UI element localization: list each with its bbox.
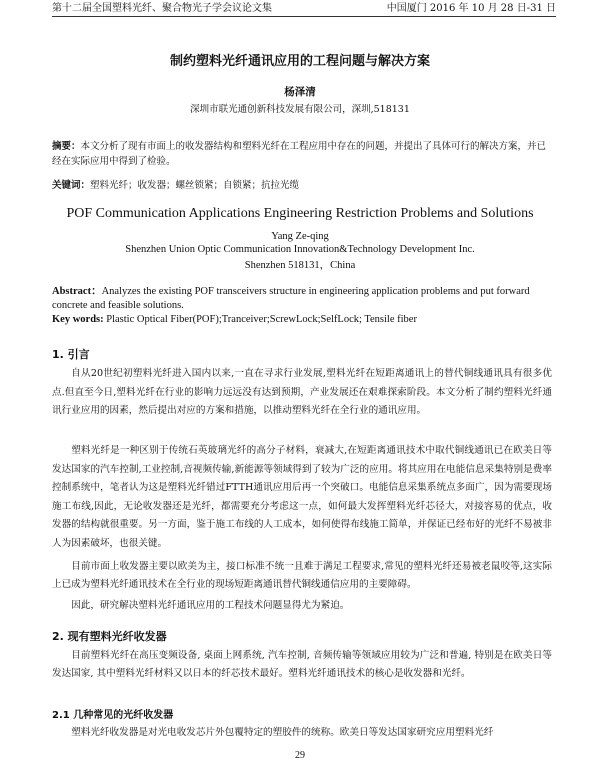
english-abstract-text: Analyzes the existing POF transceivers structure in engineering application problems and put forward concrete and feasible solutions. [52, 286, 530, 311]
english-city: Shenzhen 518131，China [244, 260, 356, 271]
english-abstract-label: Abstract： [52, 286, 102, 297]
section-2-paragraph-1: 目前塑料光纤在高压变频设备, 桌面上网系统, 汽车控制, 音频传输等领域应用较为广泛和普遍, 特别是在欧美日等发达国家, 其中塑料光纤材料又以日本的纤芯技术最好。塑料光纤通讯技术的核心是收发器和光纤。 [52, 650, 552, 679]
author-affiliation: 深圳市联光通创新科技发展有限公司，深圳,518131 [190, 104, 410, 115]
paper-title: 制约塑料光纤通讯应用的工程问题与解决方案 [169, 54, 430, 69]
english-title: POF Communication Applications Engineering Restriction Problems and Solutions [66, 206, 534, 221]
header-proceedings-title: 第十二届全国塑料光纤、聚合物光子学会议论文集 [52, 3, 272, 14]
section-1-paragraph-3: 目前市面上收发器主要以欧美为主，接口标准不统一且难于满足工程要求,常见的塑料光纤还易被老鼠咬等,这实际上已成为塑料光纤通讯技术在全行业的现场短距离通讯替代铜线通信应用的主要障碍。 [52, 561, 552, 590]
subsection-2-1-heading: 2.1 几种常见的光纤收发器 [52, 710, 174, 721]
chinese-keywords [52, 178, 552, 193]
english-abstract [52, 285, 552, 312]
section-1-paragraph-1: 自从20世纪初塑料光纤进入国内以来,一直在寻求行业发展,塑料光纤在短距离通讯上的替代铜线通讯具有很多优点.但直至今日,塑料光纤在行业的影响力远远没有达到预期，产业发展还在艰难探索阶段。本文分析了制约塑料光纤通讯行业应用的因素，然后提出对应的方案和措施，以推动塑料光纤在全行业的通讯应用。 [52, 368, 552, 416]
section-2-heading: 2. 现有塑料光纤收发器 [52, 630, 167, 643]
chinese-abstract-label: 摘要： [52, 141, 81, 152]
chinese-abstract [52, 139, 552, 169]
page-number: 29 [295, 750, 305, 761]
english-affiliation: Shenzhen Union Optic Communication Innovation&Technology Development Inc. [125, 244, 475, 255]
chinese-keywords-label: 关键词： [52, 180, 91, 191]
english-keywords-label: Key words: [52, 314, 104, 325]
chinese-keywords-text: 塑料光纤；收发器；螺丝锁紧；自锁紧；抗拉光缆 [90, 180, 300, 191]
running-header [52, 2, 556, 17]
chinese-abstract-text: 本文分析了现有市面上的收发器结构和塑料光纤在工程应用中存在的问题，并提出了具体可行的解决方案，并已经在实际应用中得到了检验。 [52, 141, 547, 167]
author-name: 杨泽清 [284, 86, 316, 98]
header-venue-date: 中国厦门 2016 年 10 月 28 日-31 日 [386, 3, 556, 14]
english-keywords [52, 314, 552, 325]
section-1-paragraph-2: 塑料光纤是一种区别于传统石英玻璃光纤的高分子材料，衰减大,在短距离通讯技术中取代铜线通讯已在欧美日等发达国家的汽车控制,工业控制,音视频传输,新能源等领域得到了较为广泛的应用。将其应用在电能信息采集特别是费率控制系统中，笔者认为这是塑料光纤错过FTTH通讯应用后再一个突破口。电能信息采集系统点多面广，因为需要现场施工布线,因此，无论收发器还是光纤，都需要充分考虑这一点，如何最大发挥塑料光纤芯径大，对接容易的优点，收发器的结构就很重要。另一方面，鉴于施工布线的人工成本，如何使得布线施工简单，并保证已经布好的光纤不易被非人为因素破坏，也很关键。 [52, 445, 552, 549]
subsection-2-1-paragraph-1: 塑料光纤收发器是对光电收发芯片外包覆特定的塑胶件的统称。欧美日等发达国家研究应用塑料光纤 [71, 727, 494, 738]
section-1-paragraph-4: 因此，研究解决塑料光纤通讯应用的工程技术问题显得尤为紧迫。 [71, 600, 350, 611]
english-keywords-text: Plastic Optical Fiber(POF);Tranceiver;ScrewLock;SelfLock; Tensile fiber [103, 314, 417, 325]
english-author: Yang Ze-qing [271, 231, 329, 242]
section-1-heading: 1. 引言 [52, 348, 90, 361]
